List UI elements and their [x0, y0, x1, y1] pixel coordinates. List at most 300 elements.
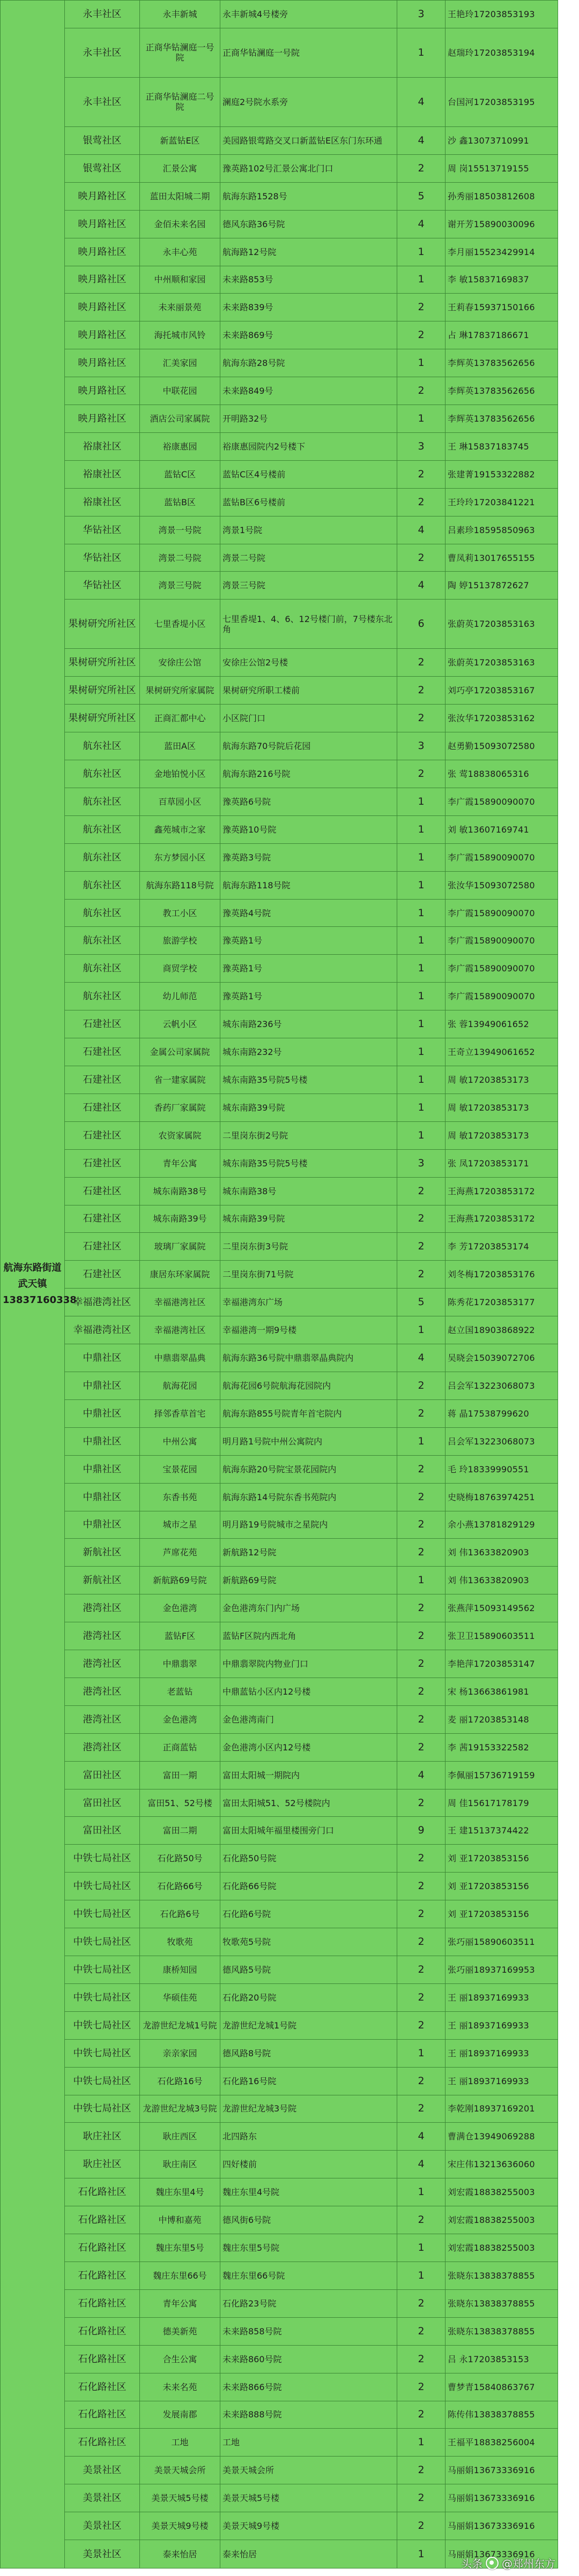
contact-phone-cell: 占 琳17837186671 [446, 321, 558, 349]
address-cell: 二里岗东街3号院 [220, 1233, 397, 1261]
table-row [1, 126, 558, 154]
count-cell: 5 [397, 1289, 446, 1316]
count-cell: 1 [397, 871, 446, 899]
community-cell: 航东社区 [65, 815, 140, 843]
residence-cell: 石化路66号 [140, 1873, 220, 1900]
community-cell: 美景社区 [65, 2457, 140, 2484]
address-cell: 航海东路1528号 [220, 182, 397, 210]
count-cell: 2 [397, 760, 446, 788]
count-cell: 4 [397, 126, 446, 154]
count-cell: 1 [397, 349, 446, 377]
community-cell: 石建社区 [65, 1121, 140, 1149]
address-cell: 石化路20号院 [220, 1983, 397, 2011]
count-cell: 2 [397, 2095, 446, 2123]
residence-cell: 幸福港湾社区 [140, 1289, 220, 1316]
count-cell: 4 [397, 1761, 446, 1789]
community-cell: 映月路社区 [65, 294, 140, 321]
community-cell: 航东社区 [65, 843, 140, 871]
community-cell: 石建社区 [65, 1177, 140, 1205]
contact-phone-cell: 王莉春15937150166 [446, 294, 558, 321]
residence-cell: 金佰未来名园 [140, 210, 220, 238]
contact-phone-cell: 张 凤17203853171 [446, 1149, 558, 1177]
community-cell: 映月路社区 [65, 238, 140, 266]
address-cell: 中鼎蓝钻小区内12号楼 [220, 1678, 397, 1705]
residence-cell: 正商华钻澜庭二号院 [140, 77, 220, 126]
table-row [1, 843, 558, 871]
residence-cell: 金色港湾 [140, 1594, 220, 1622]
contact-phone-cell: 刘 亚17203853156 [446, 1845, 558, 1873]
residence-cell: 湾景二号院 [140, 544, 220, 572]
table-row [1, 1567, 558, 1594]
contact-phone-cell: 李辉英13783562656 [446, 349, 558, 377]
contact-phone-cell: 吕会军13223068073 [446, 1372, 558, 1399]
address-cell: 牧歌苑5号院 [220, 1928, 397, 1956]
count-cell: 1 [397, 1094, 446, 1121]
watermark [461, 2555, 555, 2571]
address-cell: 金色港湾小区内12号楼 [220, 1733, 397, 1761]
contact-phone-cell: 毛 玲18339990551 [446, 1455, 558, 1483]
table-row [1, 349, 558, 377]
address-cell: 城东南路38号 [220, 1177, 397, 1205]
table-row [1, 1149, 558, 1177]
contact-phone-cell: 李广霞15890090070 [446, 955, 558, 983]
address-cell: 石化路6号院 [220, 1900, 397, 1928]
count-cell: 2 [397, 460, 446, 488]
address-cell: 豫英路1号 [220, 955, 397, 983]
address-cell: 豫英路4号院 [220, 899, 397, 927]
residence-cell: 鑫苑城市之家 [140, 815, 220, 843]
residence-cell: 正商华钻澜庭一号院 [140, 28, 220, 77]
residence-cell: 康居东环家属院 [140, 1261, 220, 1289]
count-cell: 1 [397, 266, 446, 294]
community-cell: 航东社区 [65, 899, 140, 927]
community-cell: 港湾社区 [65, 1733, 140, 1761]
count-cell: 2 [397, 2512, 446, 2540]
table-row [1, 2484, 558, 2512]
table-row [1, 516, 558, 544]
address-cell: 明月路19号院城市之星院内 [220, 1511, 397, 1539]
count-cell: 2 [397, 1594, 446, 1622]
address-cell: 石化路16号院 [220, 2067, 397, 2095]
residence-cell: 亲亲家园 [140, 2039, 220, 2067]
residence-cell: 蓝钻B区 [140, 488, 220, 516]
table-row [1, 1594, 558, 1622]
table-row [1, 1733, 558, 1761]
contact-phone-cell: 史晓梅18763974251 [446, 1483, 558, 1511]
community-cell: 中铁七局社区 [65, 2067, 140, 2095]
community-cell: 石建社区 [65, 1149, 140, 1177]
residence-cell: 城东南路39号 [140, 1205, 220, 1233]
residence-cell: 正商蓝钻 [140, 1733, 220, 1761]
count-cell: 4 [397, 210, 446, 238]
count-cell: 2 [397, 1956, 446, 1984]
table-row [1, 1678, 558, 1705]
table-row [1, 1483, 558, 1511]
contact-phone-cell: 张 蓉13949061652 [446, 1010, 558, 1038]
contact-phone-cell: 李广霞15890090070 [446, 788, 558, 815]
residence-cell: 酒店公司家属院 [140, 405, 220, 433]
count-cell: 1 [397, 2540, 446, 2568]
address-cell: 石化路23号院 [220, 2289, 397, 2317]
contact-phone-cell: 张建菁19153322882 [446, 460, 558, 488]
address-cell: 未来路853号 [220, 266, 397, 294]
count-cell: 1 [397, 1038, 446, 1066]
contact-phone-cell: 吴晓会15039072706 [446, 1344, 558, 1372]
table-row [1, 210, 558, 238]
contact-phone-cell: 李佩丽15736719159 [446, 1761, 558, 1789]
residence-cell: 康桥知园 [140, 1956, 220, 1984]
residence-cell: 东方梦园小区 [140, 843, 220, 871]
community-cell: 新航社区 [65, 1567, 140, 1594]
residence-cell: 省一建家属院 [140, 1066, 220, 1094]
area-phone: 13837160338 [3, 1294, 77, 1306]
table-row [1, 154, 558, 182]
community-cell: 富田社区 [65, 1817, 140, 1845]
watermark-handle: @郑州东方 [502, 2557, 555, 2570]
count-cell: 1 [397, 983, 446, 1010]
residence-cell: 裕康惠园 [140, 432, 220, 460]
contact-phone-cell: 李广霞15890090070 [446, 927, 558, 955]
address-cell: 未来路849号 [220, 377, 397, 405]
address-cell: 泰来怡居 [220, 2540, 397, 2568]
count-cell: 2 [397, 1372, 446, 1399]
contact-phone-cell: 李广霞15890090070 [446, 983, 558, 1010]
residence-cell: 航海花园 [140, 1372, 220, 1399]
table-row [1, 1372, 558, 1399]
community-cell: 中鼎社区 [65, 1372, 140, 1399]
community-cell: 华钻社区 [65, 516, 140, 544]
residence-cell: 耿庄西区 [140, 2123, 220, 2151]
residence-cell: 合生公寓 [140, 2345, 220, 2373]
community-cell: 石建社区 [65, 1261, 140, 1289]
table-row [1, 1956, 558, 1984]
residence-cell: 青年公寓 [140, 1149, 220, 1177]
table-row [1, 2011, 558, 2039]
address-cell: 城东南路39号院 [220, 1094, 397, 1121]
count-cell: 2 [397, 1928, 446, 1956]
contact-phone-cell: 王海燕17203853172 [446, 1205, 558, 1233]
community-cell: 石化路社区 [65, 2206, 140, 2234]
table-row [1, 460, 558, 488]
address-cell: 魏庄东里4号院 [220, 2178, 397, 2206]
table-row [1, 321, 558, 349]
table-row [1, 2151, 558, 2178]
table-row [1, 1845, 558, 1873]
community-cell: 耿庄社区 [65, 2123, 140, 2151]
contact-phone-cell: 陈秀花17203853177 [446, 1289, 558, 1316]
contact-phone-cell: 王 琳15837183745 [446, 432, 558, 460]
community-cell: 航东社区 [65, 871, 140, 899]
residence-cell: 永丰新城 [140, 1, 220, 28]
table-row [1, 677, 558, 705]
address-cell: 永丰新城4号楼旁 [220, 1, 397, 28]
contact-phone-cell: 吕 永17203853153 [446, 2345, 558, 2373]
table-row [1, 2206, 558, 2234]
residence-cell: 安徐庄公馆 [140, 649, 220, 677]
address-cell: 航海东路118号院 [220, 871, 397, 899]
count-cell: 2 [397, 1261, 446, 1289]
count-cell: 2 [397, 1873, 446, 1900]
contact-phone-cell: 马丽娟13673336916 [446, 2512, 558, 2540]
contact-phone-cell: 刘宏霞18838255003 [446, 2234, 558, 2262]
contact-phone-cell: 台国河17203853195 [446, 77, 558, 126]
area-cell [1, 1, 77, 2568]
count-cell: 2 [397, 1900, 446, 1928]
community-cell: 石化路社区 [65, 2401, 140, 2429]
table-row [1, 1900, 558, 1928]
count-cell: 4 [397, 2123, 446, 2151]
address-cell: 航海东路70号院后花园 [220, 732, 397, 760]
contact-phone-cell: 张蔚英17203853163 [446, 600, 558, 649]
address-cell: 二里岗东街71号院 [220, 1261, 397, 1289]
table-row [1, 238, 558, 266]
residence-cell: 海托城市风铃 [140, 321, 220, 349]
address-cell: 四好楼前 [220, 2151, 397, 2178]
address-cell: 二里岗东街2号院 [220, 1121, 397, 1149]
address-cell: 豫英路3号院 [220, 843, 397, 871]
count-cell: 3 [397, 1, 446, 28]
residence-cell: 未来丽景苑 [140, 294, 220, 321]
contact-phone-cell: 李广霞15890090070 [446, 899, 558, 927]
community-cell: 美景社区 [65, 2484, 140, 2512]
community-table-body [1, 1, 558, 2568]
count-cell: 6 [397, 600, 446, 649]
contact-phone-cell: 李 茜19153322582 [446, 1733, 558, 1761]
community-cell: 港湾社区 [65, 1678, 140, 1705]
count-cell: 1 [397, 2039, 446, 2067]
count-cell: 5 [397, 182, 446, 210]
contact-phone-cell: 刘 伟13633820903 [446, 1567, 558, 1594]
contact-phone-cell: 吕会军13223068073 [446, 1427, 558, 1455]
address-cell: 航海东路855号院青年首宅院内 [220, 1399, 397, 1427]
contact-phone-cell: 宋 杨13663861981 [446, 1678, 558, 1705]
contact-phone-cell: 王海燕17203853172 [446, 1177, 558, 1205]
watermark-prefix: 头条 [461, 2557, 482, 2570]
contact-phone-cell: 刘宏霞18838255003 [446, 2206, 558, 2234]
community-cell: 裕康社区 [65, 460, 140, 488]
table-row [1, 2429, 558, 2457]
residence-cell: 龙游世纪龙城1号院 [140, 2011, 220, 2039]
contact-phone-cell: 周 岗15513719155 [446, 154, 558, 182]
community-cell: 华钻社区 [65, 544, 140, 572]
community-cell: 航东社区 [65, 955, 140, 983]
community-cell: 石化路社区 [65, 2178, 140, 2206]
count-cell: 2 [397, 705, 446, 732]
community-cell: 航东社区 [65, 760, 140, 788]
contact-phone-cell: 刘 伟13633820903 [446, 1539, 558, 1567]
residence-cell: 金地铂悦小区 [140, 760, 220, 788]
table-row [1, 1427, 558, 1455]
table-row [1, 899, 558, 927]
table-row [1, 405, 558, 433]
residence-cell: 蓝钻C区 [140, 460, 220, 488]
address-cell: 北四路东 [220, 2123, 397, 2151]
address-cell: 富田太阳城一期院内 [220, 1761, 397, 1789]
address-cell: 豫英路1号 [220, 927, 397, 955]
residence-cell: 富田51、52号楼 [140, 1789, 220, 1817]
count-cell: 2 [397, 321, 446, 349]
community-cell: 石化路社区 [65, 2234, 140, 2262]
community-cell: 航东社区 [65, 788, 140, 815]
residence-cell: 幸福港湾社区 [140, 1316, 220, 1344]
count-cell: 2 [397, 1650, 446, 1678]
contact-phone-cell: 谢开芳15890030096 [446, 210, 558, 238]
count-cell: 1 [397, 843, 446, 871]
count-cell: 1 [397, 2262, 446, 2289]
count-cell: 2 [397, 2289, 446, 2317]
residence-cell: 中联花园 [140, 377, 220, 405]
area-name: 航海东路街道 [3, 1262, 62, 1274]
contact-phone-cell: 张燕萍15093149562 [446, 1594, 558, 1622]
count-cell: 2 [397, 1733, 446, 1761]
address-cell: 湾景1号院 [220, 516, 397, 544]
community-cell: 映月路社区 [65, 349, 140, 377]
contact-phone-cell: 曹梦青15840863767 [446, 2373, 558, 2401]
address-cell: 金色港湾南门 [220, 1705, 397, 1733]
community-cell: 中鼎社区 [65, 1483, 140, 1511]
count-cell: 1 [397, 1121, 446, 1149]
table-row [1, 2289, 558, 2317]
table-row [1, 294, 558, 321]
address-cell: 蓝钻B区6号楼前 [220, 488, 397, 516]
table-row [1, 1233, 558, 1261]
address-cell: 美园路银莺路交叉口新蓝钻E区东门东环通 [220, 126, 397, 154]
table-row [1, 1, 558, 28]
address-cell: 未来路860号院 [220, 2345, 397, 2373]
table-row [1, 1177, 558, 1205]
count-cell: 2 [397, 2457, 446, 2484]
address-cell: 未来路858号院 [220, 2317, 397, 2345]
residence-cell: 择邻香草首宅 [140, 1399, 220, 1427]
count-cell: 2 [397, 1205, 446, 1233]
watermark-logo-icon [486, 2557, 499, 2570]
count-cell: 2 [397, 544, 446, 572]
address-cell: 未来路839号 [220, 294, 397, 321]
table-row [1, 432, 558, 460]
count-cell: 1 [397, 2234, 446, 2262]
contact-phone-cell: 王玲玲17203841221 [446, 488, 558, 516]
table-row [1, 2234, 558, 2262]
residence-cell: 金色港湾 [140, 1705, 220, 1733]
table-row [1, 488, 558, 516]
residence-cell: 石化路16号 [140, 2067, 220, 2095]
table-row [1, 815, 558, 843]
community-cell: 映月路社区 [65, 377, 140, 405]
address-cell: 开明路32号 [220, 405, 397, 433]
community-cell: 石建社区 [65, 1233, 140, 1261]
community-cell: 中鼎社区 [65, 1511, 140, 1539]
community-cell: 裕康社区 [65, 432, 140, 460]
contact-phone-cell: 曹满仓13949069288 [446, 2123, 558, 2151]
table-row [1, 1010, 558, 1038]
table-row [1, 1094, 558, 1121]
table-row [1, 572, 558, 600]
address-cell: 富田太阳城51、52号楼院内 [220, 1789, 397, 1817]
contact-phone-cell: 沙 鑫13073710991 [446, 126, 558, 154]
address-cell: 中鼎翡翠院内物业门口 [220, 1650, 397, 1678]
contact-phone-cell: 王奇立13949061652 [446, 1038, 558, 1066]
table-row [1, 2345, 558, 2373]
contact-phone-cell: 李 敏15837169837 [446, 266, 558, 294]
address-cell: 魏庄东里66号院 [220, 2262, 397, 2289]
community-cell: 映月路社区 [65, 182, 140, 210]
community-cell: 中铁七局社区 [65, 1845, 140, 1873]
residence-cell: 石化路6号 [140, 1900, 220, 1928]
table-row [1, 1873, 558, 1900]
table-row [1, 955, 558, 983]
contact-phone-cell: 王 丽18937169933 [446, 2011, 558, 2039]
count-cell: 2 [397, 294, 446, 321]
community-cell: 裕康社区 [65, 488, 140, 516]
table-row [1, 1344, 558, 1372]
table-row [1, 28, 558, 77]
residence-cell: 青年公寓 [140, 2289, 220, 2317]
community-cell: 美景社区 [65, 2512, 140, 2540]
table-row [1, 2317, 558, 2345]
address-cell: 正商华钻澜庭一号院 [220, 28, 397, 77]
address-cell: 豫英路102号汇景公寓北门口 [220, 154, 397, 182]
residence-cell: 百草园小区 [140, 788, 220, 815]
contact-phone-cell: 陶 婷15137872627 [446, 572, 558, 600]
contact-phone-cell: 宋庄伟13213636060 [446, 2151, 558, 2178]
table-row [1, 1066, 558, 1094]
table-row [1, 2067, 558, 2095]
table-row [1, 1399, 558, 1427]
count-cell: 2 [397, 2011, 446, 2039]
table-row [1, 1761, 558, 1789]
community-cell: 石化路社区 [65, 2317, 140, 2345]
address-cell: 小区院门口 [220, 705, 397, 732]
table-row [1, 1650, 558, 1678]
address-cell: 湾景三号院 [220, 572, 397, 600]
residence-cell: 果树研究所家属院 [140, 677, 220, 705]
table-row [1, 2262, 558, 2289]
count-cell: 2 [397, 2401, 446, 2429]
residence-cell: 宝景花园 [140, 1455, 220, 1483]
contact-phone-cell: 张汝华15093072580 [446, 871, 558, 899]
residence-cell: 美景天城5号楼 [140, 2484, 220, 2512]
table-row [1, 1817, 558, 1845]
address-cell: 金色港湾东门内广场 [220, 1594, 397, 1622]
residence-cell: 泰来怡居 [140, 2540, 220, 2568]
residence-cell: 新蓝钻E区 [140, 126, 220, 154]
community-cell: 石化路社区 [65, 2289, 140, 2317]
community-cell: 映月路社区 [65, 405, 140, 433]
count-cell: 1 [397, 1427, 446, 1455]
contact-phone-cell: 张汝华17203853162 [446, 705, 558, 732]
address-cell: 航海东路20号院宝景花园院内 [220, 1455, 397, 1483]
residence-cell: 航海东路118号院 [140, 871, 220, 899]
residence-cell: 城市之星 [140, 1511, 220, 1539]
address-cell: 未来路866号院 [220, 2373, 397, 2401]
residence-cell: 魏庄东里5号 [140, 2234, 220, 2262]
table-row [1, 1622, 558, 1650]
count-cell: 2 [397, 154, 446, 182]
count-cell: 2 [397, 1399, 446, 1427]
address-cell: 德风路5号院 [220, 1956, 397, 1984]
contact-phone-cell: 马丽娟13673336916 [446, 2457, 558, 2484]
contact-phone-cell: 周 敏17203853173 [446, 1094, 558, 1121]
count-cell: 2 [397, 1233, 446, 1261]
table-row [1, 600, 558, 649]
table-row [1, 649, 558, 677]
community-cell: 石化路社区 [65, 2345, 140, 2373]
table-row [1, 705, 558, 732]
address-cell: 豫英路10号院 [220, 815, 397, 843]
community-cell: 映月路社区 [65, 266, 140, 294]
table-row [1, 1038, 558, 1066]
table-row [1, 182, 558, 210]
